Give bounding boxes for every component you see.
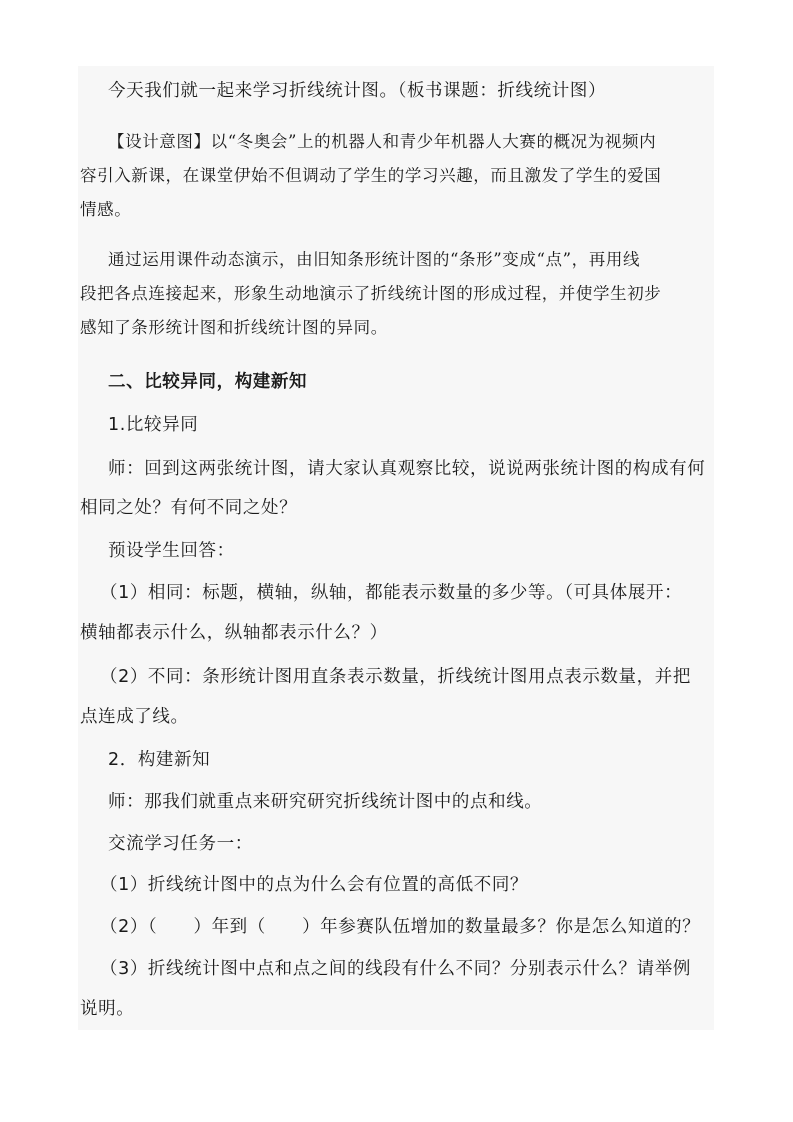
task-question-1: （1）折线统计图中的点为什么会有位置的高低不同？ [100,875,529,895]
subsection-compare: 1.比较异同 [108,415,199,435]
demo-paragraph-line-1: 通过运用课件动态演示，由旧知条形统计图的“条形”变成“点”，再用线 [108,250,641,269]
demo-paragraph-line-3: 感知了条形统计图和折线统计图的异同。 [80,318,388,337]
paragraph-intro: 今天我们就一起来学习折线统计图。（板书课题：折线统计图） [108,81,607,101]
section-heading: 二、比较异同，构建新知 [108,372,308,392]
task-question-2: （2）（ ）年到（ ）年参赛队伍增加的数量最多？你是怎么知道的？ [100,917,701,937]
task-one-label: 交流学习任务一： [108,834,253,854]
answer-2-line-1: （2）不同：条形统计图用直条表示数量，折线统计图用点表示数量，并把 [100,667,691,687]
answer-2-line-2: 点连成了线。 [80,707,189,727]
teacher-question-line-1: 师：回到这两张统计图，请大家认真观察比较，说说两张统计图的构成有何 [108,459,706,479]
design-intent-line-2: 容引入新课，在课堂伊始不但调动了学生的学习兴趣，而且激发了学生的爱国 [80,166,662,185]
teacher-focus: 师：那我们就重点来研究研究折线统计图中的点和线。 [108,792,543,812]
design-intent-line-3: 情感。 [80,200,132,219]
subsection-build: 2．构建新知 [108,750,211,770]
task-question-3-line-2: 说明。 [80,999,135,1019]
demo-paragraph-line-2: 段把各点连接起来，形象生动地演示了折线统计图的形成过程，并使学生初步 [80,284,662,303]
design-intent-line-1: 【设计意图】以“冬奥会”上的机器人和青少年机器人大赛的概况为视频内 [108,132,657,151]
expected-answers-label: 预设学生回答： [108,541,235,561]
teacher-question-line-2: 相同之处？有何不同之处？ [80,498,298,518]
answer-1-line-2: 横轴都表示什么，纵轴都表示什么？） [80,623,388,643]
task-question-3-line-1: （3）折线统计图中点和点之间的线段有什么不同？分别表示什么？请举例 [100,959,691,979]
answer-1-line-1: （1）相同：标题，横轴，纵轴，都能表示数量的多少等。（可具体展开： [100,583,683,603]
